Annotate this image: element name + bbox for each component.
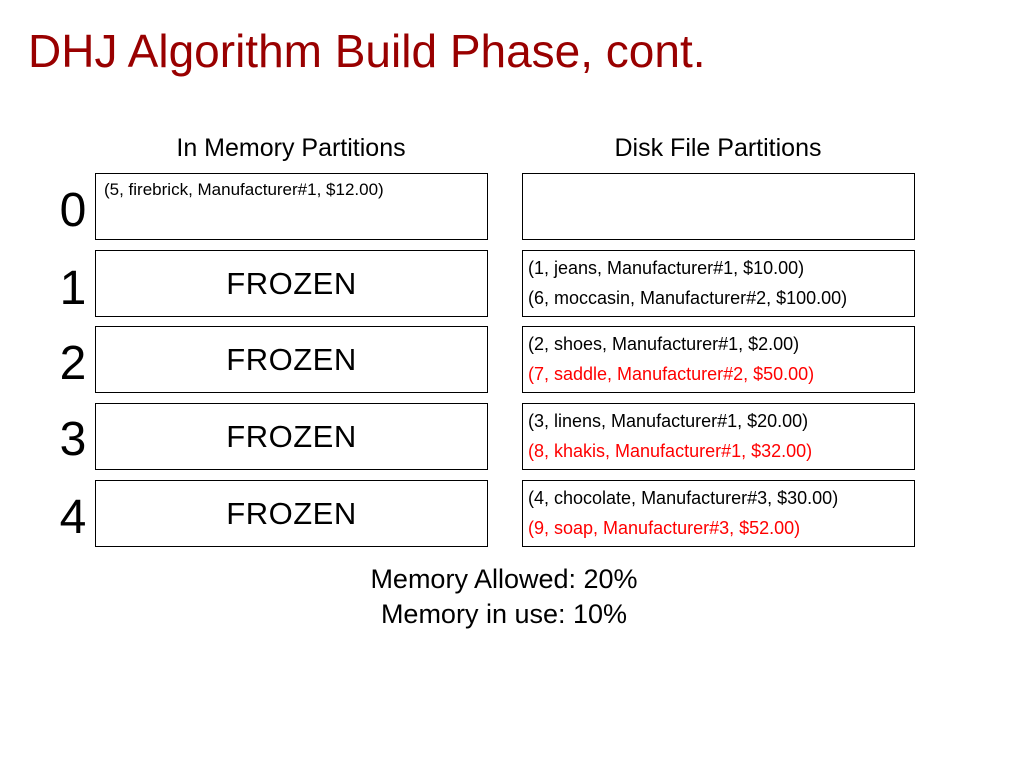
partition-index-0: 0 — [59, 184, 87, 237]
memory-partition-0 — [95, 173, 488, 240]
disk-partition-2 — [522, 326, 915, 393]
disk-tuple: (1, jeans, Manufacturer#1, $10.00) — [528, 258, 805, 278]
disk-tuple: (3, linens, Manufacturer#1, $20.00) — [528, 411, 809, 431]
disk-tuple: (7, saddle, Manufacturer#2, $50.00) — [528, 364, 815, 384]
disk-file-partitions-header: Disk File Partitions — [614, 134, 822, 162]
partition-index-4: 4 — [59, 491, 87, 544]
partition-index-2: 2 — [59, 337, 87, 390]
memory-partition-4 — [95, 480, 488, 547]
frozen-label: FROZEN — [226, 266, 357, 301]
memory-tuple: (5, firebrick, Manufacturer#1, $12.00) — [104, 180, 384, 199]
in-memory-partitions-header: In Memory Partitions — [176, 134, 406, 162]
disk-partition-3 — [522, 403, 915, 470]
memory-partition-2 — [95, 326, 488, 393]
slide-title: DHJ Algorithm Build Phase, cont. — [28, 25, 706, 77]
memory-partition-1 — [95, 250, 488, 317]
disk-tuple: (8, khakis, Manufacturer#1, $32.00) — [528, 441, 813, 461]
memory-in-use-text: Memory in use: 10% — [380, 599, 628, 629]
frozen-label: FROZEN — [226, 419, 357, 454]
partition-index-1: 1 — [59, 262, 87, 315]
disk-tuple: (6, moccasin, Manufacturer#2, $100.00) — [528, 288, 848, 308]
frozen-label: FROZEN — [226, 342, 357, 377]
disk-partition-0 — [522, 173, 915, 240]
disk-tuple: (4, chocolate, Manufacturer#3, $30.00) — [528, 488, 839, 508]
disk-partition-1 — [522, 250, 915, 317]
disk-partition-4 — [522, 480, 915, 547]
memory-allowed-text: Memory Allowed: 20% — [370, 564, 638, 594]
partition-index-3: 3 — [59, 413, 87, 466]
frozen-label: FROZEN — [226, 496, 357, 531]
disk-tuple: (9, soap, Manufacturer#3, $52.00) — [528, 518, 801, 538]
memory-partition-3 — [95, 403, 488, 470]
disk-tuple: (2, shoes, Manufacturer#1, $2.00) — [528, 334, 800, 354]
